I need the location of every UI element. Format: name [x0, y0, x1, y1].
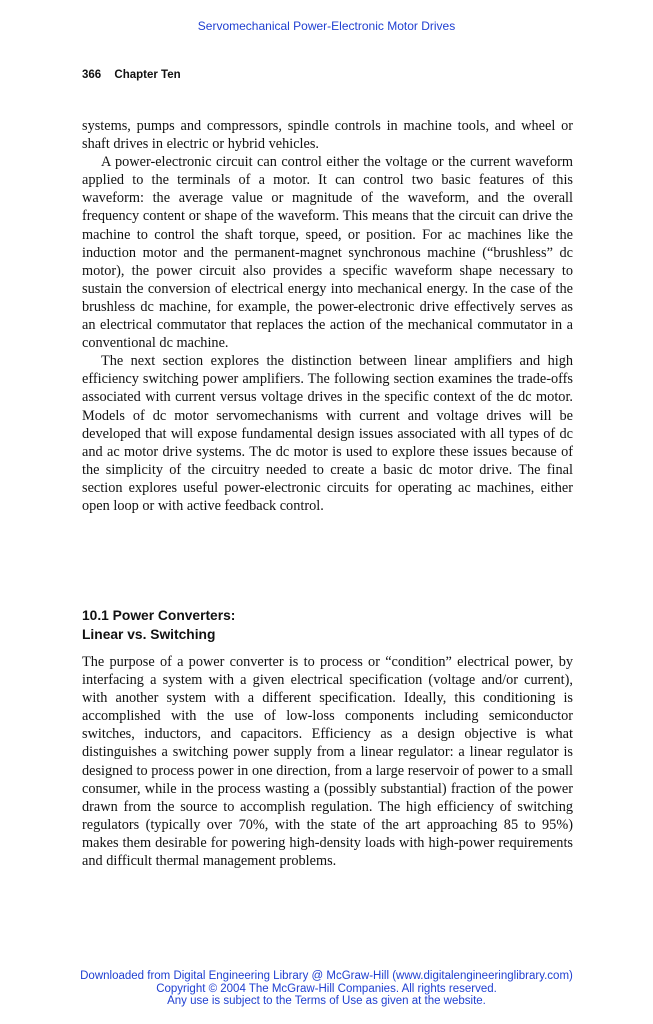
page-header: [82, 69, 181, 81]
chapter-label: Chapter Ten: [114, 69, 181, 81]
paragraph-next-section: The next section explores the distinction between linear amplifiers and high efficiency switching power amplifiers. The following section examines the trade-offs associated with current versus voltage drives in the specific context of the dc motor. Models of dc motor servomechanisms with current and voltage drives will be developed that will expose fundamental design issues associated with all types of dc and ac motor drive systems. The dc motor is used to explore these issues because of the simplicity of the circuitry needed to create a basic dc motor drive. The final section explores useful power-electronic circuits for operating ac machines, either open loop or with active feedback control.: [82, 353, 573, 514]
running-head: Servomechanical Power-Electronic Motor Drives: [197, 19, 456, 33]
footer-terms-link[interactable]: Any use is subject to the Terms of Use as given at the website.: [167, 995, 486, 1007]
body-text-section: [82, 653, 573, 870]
footer-notice: [0, 970, 653, 1008]
footer-copyright: Copyright © 2004 The McGraw-Hill Companies. All rights reserved.: [156, 982, 497, 995]
paragraph-continuation: systems, pumps and compressors, spindle controls in machine tools, and wheel or shaft drives in electric or hybrid vehicles.: [82, 118, 573, 153]
section-heading: [82, 606, 573, 644]
paragraph-power-converter-purpose: The purpose of a power converter is to process or “condition” electrical power, by interfacing a system with a given electrical specification (voltage and/or current), with another system with a different specification. Ideally, this conditioning is accomplished with the use of low-loss components including semiconductor switches, inductors, and capacitors. Efficiency as a design objective is what distinguishes a switching power supply from a linear regulator: a linear regulator is designed to process power in one direction, from a large reservoir of power to a small consumer, while in the process wasting a (possibly substantial) fraction of the power drawn from the source to accomplish regulation. The high efficiency of switching regulators (typically over 70%, with the state of the art approaching 85 to 95%) makes them desirable for powering high-density loads with high-power requirements and difficult thermal management problems.: [82, 654, 573, 870]
section-heading-line2: Linear vs. Switching: [82, 627, 216, 642]
footer-download-link[interactable]: Downloaded from Digital Engineering Library @ McGraw-Hill (www.digitalengineeringlibrary.com): [80, 970, 573, 982]
page-number: 366: [82, 69, 102, 81]
body-text-top: [82, 117, 573, 515]
section-heading-line1: 10.1 Power Converters:: [82, 608, 236, 623]
paragraph-power-electronic-circuit: A power-electronic circuit can control either the voltage or the current waveform applied to the terminals of a motor. It can control two basic features of this waveform: the average value or magnitude of the waveform, and the overall frequency content or shape of the waveform. This means that the circuit can drive the machine to control the shaft torque, speed, or position. For ac machines like the induction motor and the permanent-magnet synchronous machine (“brushless” dc motor), the power circuit also provides a specific waveform shape necessary to sustain the conversion of electrical energy into mechanical energy. In the case of the brushless dc machine, for example, the power-electronic drive effectively serves as an electrical commutator that replaces the action of the mechanical commutator in a conventional dc machine.: [82, 154, 573, 352]
